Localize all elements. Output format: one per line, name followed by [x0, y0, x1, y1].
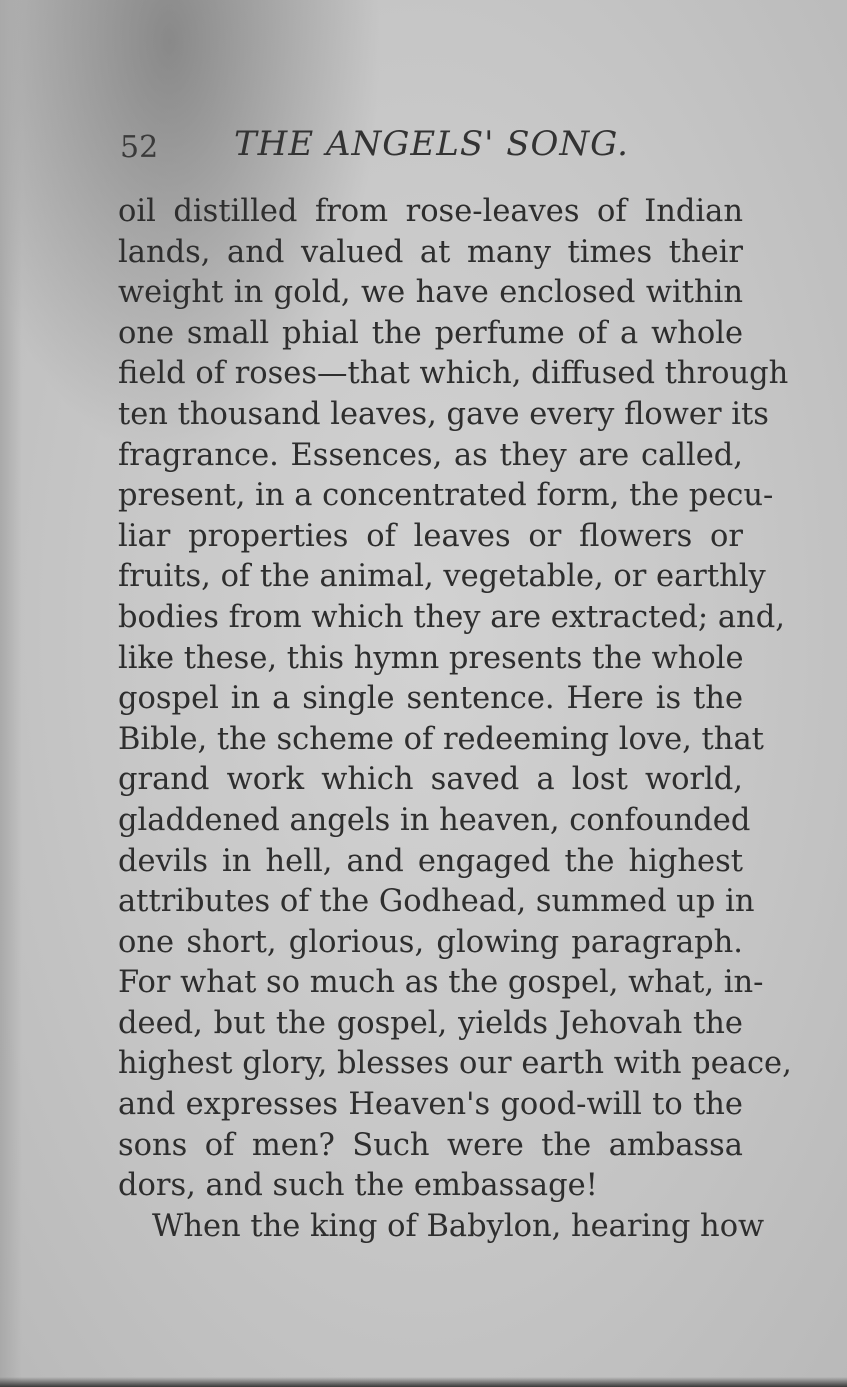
page-bottom-edge [0, 1377, 847, 1387]
text-line: Bible, the scheme of redeeming love, that [118, 721, 764, 757]
text-line: weight in gold, we have enclosed within [118, 275, 743, 311]
text-line: highest glory, blesses our earth with peace, [118, 1046, 792, 1082]
text-line: lands, and valued at many times their [118, 234, 743, 270]
text-line: one short, glorious, glowing paragraph. [118, 924, 743, 960]
page-header [120, 120, 740, 170]
text-line: like these, this hymn presents the whole [118, 640, 744, 676]
text-line: field of roses—that which, diffused through [118, 356, 789, 392]
text-line: present, in a concentrated form, the pecu- [118, 478, 774, 514]
text-line: fruits, of the animal, vegetable, or earthly [118, 559, 766, 595]
text-line: gladdened angels in heaven, confounded [118, 802, 751, 838]
text-line: sons of men? Such were the ambassa [118, 1127, 743, 1163]
text-line: bodies from which they are extracted; and, [118, 599, 785, 635]
body-text [118, 192, 792, 1247]
text-line: gospel in a single sentence. Here is the [118, 681, 743, 717]
text-line: and expresses Heaven's good-will to the [118, 1087, 743, 1123]
text-line: liar properties of leaves or flowers or [118, 518, 743, 554]
text-line: one small phial the perfume of a whole [118, 315, 743, 351]
running-title: THE ANGELS' SONG. [234, 124, 629, 164]
text-line: For what so much as the gospel, what, in- [118, 965, 764, 1001]
text-line: ten thousand leaves, gave every flower its [118, 396, 769, 432]
text-line: oil distilled from rose-leaves of Indian [118, 194, 743, 229]
text-line-paragraph-end: dors, and such the embassage! [118, 1168, 598, 1204]
page-number: 52 [120, 130, 159, 165]
text-line: devils in hell, and engaged the highest [118, 843, 743, 879]
text-line: grand work which saved a lost world, [118, 762, 743, 798]
page-binding-shadow [0, 0, 22, 1387]
text-line: fragrance. Essences, as they are called, [118, 437, 743, 473]
text-line: attributes of the Godhead, summed up in [118, 884, 755, 920]
text-line-paragraph-start: When the king of Babylon, hearing how [152, 1208, 765, 1244]
text-line: deed, but the gospel, yields Jehovah the [118, 1005, 743, 1041]
